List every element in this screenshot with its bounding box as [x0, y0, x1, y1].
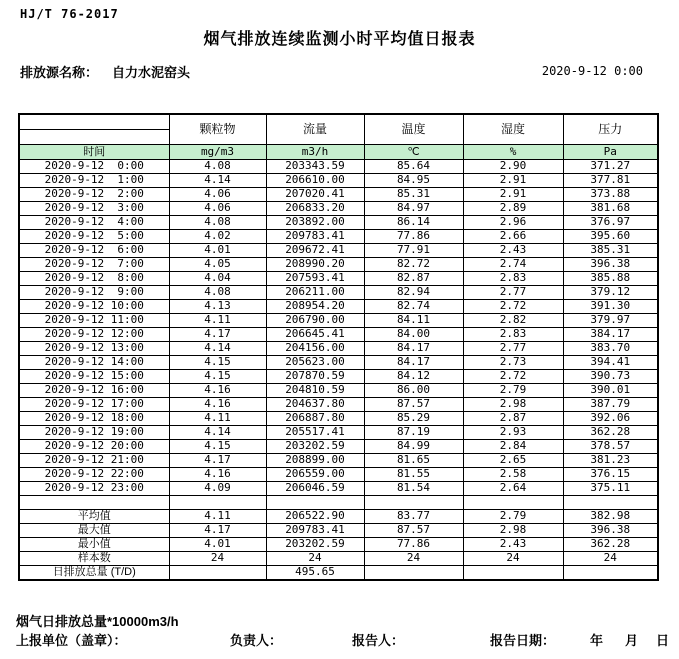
- report-unit-label: 上报单位（盖章）：: [16, 633, 127, 648]
- table-row: [19, 454, 658, 468]
- value-cell: 376.97: [563, 216, 658, 230]
- row-label-cell: 2020-9-12 20:00: [19, 440, 169, 454]
- table-row: [19, 468, 658, 482]
- column-header-pm: 颗粒物: [169, 114, 266, 145]
- column-header-flow: 流量: [266, 114, 364, 145]
- value-cell: 204156.00: [266, 342, 364, 356]
- standard-code: HJ/T 76-2017: [20, 7, 119, 21]
- table-row: [19, 342, 658, 356]
- hourly-rows: [19, 160, 658, 496]
- value-cell: 84.12: [364, 370, 463, 384]
- value-cell: 4.16: [169, 468, 266, 482]
- value-cell: 84.00: [364, 328, 463, 342]
- value-cell: 381.68: [563, 202, 658, 216]
- value-cell: 77.86: [364, 230, 463, 244]
- value-cell: 206790.00: [266, 314, 364, 328]
- value-cell: 387.79: [563, 398, 658, 412]
- row-label-cell: 2020-9-12 2:00: [19, 188, 169, 202]
- value-cell: 203202.59: [266, 440, 364, 454]
- value-cell: 379.97: [563, 314, 658, 328]
- summary-rows: [19, 510, 658, 581]
- value-cell: 2.91: [463, 188, 563, 202]
- value-cell: 86.00: [364, 384, 463, 398]
- row-label-cell: 2020-9-12 15:00: [19, 370, 169, 384]
- value-cell: 373.88: [563, 188, 658, 202]
- table-row: [19, 566, 658, 581]
- value-cell: 2.87: [463, 412, 563, 426]
- page-title: 烟气排放连续监测小时平均值日报表: [203, 31, 476, 48]
- value-cell: 208990.20: [266, 258, 364, 272]
- value-cell: 2.91: [463, 174, 563, 188]
- value-cell: 85.64: [364, 160, 463, 174]
- report-date-label: 报告日期：: [490, 633, 556, 648]
- table-row: [19, 440, 658, 454]
- value-cell: 381.23: [563, 454, 658, 468]
- value-cell: 390.73: [563, 370, 658, 384]
- table-row: [19, 328, 658, 342]
- row-label-cell: 日排放总量 (T/D): [19, 566, 169, 581]
- value-cell: 4.11: [169, 314, 266, 328]
- value-cell: 4.06: [169, 188, 266, 202]
- table-row: [19, 524, 658, 538]
- value-cell: 4.02: [169, 230, 266, 244]
- value-cell: 383.70: [563, 342, 658, 356]
- value-cell: 204810.59: [266, 384, 364, 398]
- value-cell: 206610.00: [266, 174, 364, 188]
- row-label-cell: 2020-9-12 1:00: [19, 174, 169, 188]
- row-label-cell: 2020-9-12 6:00: [19, 244, 169, 258]
- row-label-cell: 2020-9-12 17:00: [19, 398, 169, 412]
- value-cell: 2.93: [463, 426, 563, 440]
- value-cell: 4.08: [169, 216, 266, 230]
- value-cell: 4.08: [169, 286, 266, 300]
- value-cell: 208899.00: [266, 454, 364, 468]
- table-row: [19, 398, 658, 412]
- value-cell: 392.06: [563, 412, 658, 426]
- value-cell: 2.66: [463, 230, 563, 244]
- value-cell: 2.65: [463, 454, 563, 468]
- value-cell: 85.29: [364, 412, 463, 426]
- table-row: [19, 370, 658, 384]
- value-cell: 206522.90: [266, 510, 364, 524]
- row-label-cell: 2020-9-12 22:00: [19, 468, 169, 482]
- value-cell: 82.72: [364, 258, 463, 272]
- value-cell: 4.14: [169, 342, 266, 356]
- value-cell: 82.87: [364, 272, 463, 286]
- value-cell: 2.84: [463, 440, 563, 454]
- table-row: [19, 188, 658, 202]
- value-cell: 495.65: [266, 566, 364, 581]
- row-label-cell: 2020-9-12 21:00: [19, 454, 169, 468]
- row-label-cell: 2020-9-12 9:00: [19, 286, 169, 300]
- table-row: [19, 202, 658, 216]
- row-label-cell: 2020-9-12 18:00: [19, 412, 169, 426]
- value-cell: 385.31: [563, 244, 658, 258]
- value-cell: 4.15: [169, 356, 266, 370]
- value-cell: 77.91: [364, 244, 463, 258]
- signature-line: [0, 630, 679, 650]
- value-cell: 82.74: [364, 300, 463, 314]
- table-row: [19, 538, 658, 552]
- table-row: [19, 482, 658, 496]
- value-cell: 209672.41: [266, 244, 364, 258]
- value-cell: 2.43: [463, 538, 563, 552]
- row-label-cell: 2020-9-12 10:00: [19, 300, 169, 314]
- table-row: [19, 160, 658, 174]
- value-cell: 2.72: [463, 300, 563, 314]
- table-row: [19, 412, 658, 426]
- value-cell: 385.88: [563, 272, 658, 286]
- value-cell: 4.15: [169, 370, 266, 384]
- value-cell: 84.99: [364, 440, 463, 454]
- table-row: [19, 552, 658, 566]
- value-cell: 86.14: [364, 216, 463, 230]
- value-cell: 4.13: [169, 300, 266, 314]
- value-cell: 205623.00: [266, 356, 364, 370]
- year-label: 年: [590, 633, 604, 648]
- row-label-cell: 2020-9-12 4:00: [19, 216, 169, 230]
- value-cell: 2.64: [463, 482, 563, 496]
- value-cell: 4.05: [169, 258, 266, 272]
- value-cell: 4.15: [169, 440, 266, 454]
- value-cell: 379.12: [563, 286, 658, 300]
- value-cell: 87.19: [364, 426, 463, 440]
- report-datetime: 2020-9-12 0:00: [541, 64, 643, 78]
- header-row-1: [19, 114, 658, 130]
- emission-source-label: 排放源名称：: [20, 65, 99, 80]
- value-cell: 4.14: [169, 174, 266, 188]
- responsible-person-label: 负责人：: [230, 633, 283, 648]
- unit-temperature: ℃: [364, 145, 463, 160]
- table-row: [19, 510, 658, 524]
- table-row: [19, 230, 658, 244]
- value-cell: 24: [266, 552, 364, 566]
- value-cell: 209783.41: [266, 524, 364, 538]
- monitoring-table: [18, 113, 659, 581]
- value-cell: 384.17: [563, 328, 658, 342]
- value-cell: 4.17: [169, 454, 266, 468]
- unit-pressure: Pa: [563, 145, 658, 160]
- day-label: 日: [656, 633, 670, 648]
- value-cell: 377.81: [563, 174, 658, 188]
- value-cell: 4.11: [169, 510, 266, 524]
- value-cell: 203343.59: [266, 160, 364, 174]
- spacer-row: [19, 496, 658, 510]
- value-cell: 2.96: [463, 216, 563, 230]
- value-cell: 206559.00: [266, 468, 364, 482]
- value-cell: 84.95: [364, 174, 463, 188]
- value-cell: 2.79: [463, 510, 563, 524]
- value-cell: 2.89: [463, 202, 563, 216]
- row-label-cell: 2020-9-12 14:00: [19, 356, 169, 370]
- row-label-cell: 2020-9-12 12:00: [19, 328, 169, 342]
- value-cell: 206046.59: [266, 482, 364, 496]
- table-row: [19, 384, 658, 398]
- value-cell: 382.98: [563, 510, 658, 524]
- header-time-spacer-top: [19, 114, 169, 130]
- value-cell: 209783.41: [266, 230, 364, 244]
- reporter-label: 报告人：: [352, 633, 405, 648]
- value-cell: [364, 566, 463, 581]
- value-cell: 2.90: [463, 160, 563, 174]
- row-label-cell: 2020-9-12 7:00: [19, 258, 169, 272]
- value-cell: 396.38: [563, 524, 658, 538]
- table-header: [19, 114, 658, 160]
- table-row: [19, 258, 658, 272]
- value-cell: 206833.20: [266, 202, 364, 216]
- value-cell: 203892.00: [266, 216, 364, 230]
- unit-pm: mg/m3: [169, 145, 266, 160]
- value-cell: 204637.80: [266, 398, 364, 412]
- value-cell: 206211.00: [266, 286, 364, 300]
- value-cell: 391.30: [563, 300, 658, 314]
- value-cell: 4.08: [169, 160, 266, 174]
- row-label-cell: 2020-9-12 0:00: [19, 160, 169, 174]
- row-label-cell: 2020-9-12 16:00: [19, 384, 169, 398]
- value-cell: 87.57: [364, 524, 463, 538]
- value-cell: 82.94: [364, 286, 463, 300]
- table-row: [19, 300, 658, 314]
- value-cell: 2.83: [463, 328, 563, 342]
- value-cell: 85.31: [364, 188, 463, 202]
- value-cell: 371.27: [563, 160, 658, 174]
- value-cell: 4.16: [169, 384, 266, 398]
- unit-row: [19, 145, 658, 160]
- value-cell: 394.41: [563, 356, 658, 370]
- value-cell: 4.11: [169, 412, 266, 426]
- table-row: [19, 216, 658, 230]
- month-label: 月: [625, 633, 639, 648]
- value-cell: 4.16: [169, 398, 266, 412]
- value-cell: 205517.41: [266, 426, 364, 440]
- value-cell: 2.98: [463, 398, 563, 412]
- value-cell: 362.28: [563, 538, 658, 552]
- row-label-cell: 2020-9-12 11:00: [19, 314, 169, 328]
- value-cell: 376.15: [563, 468, 658, 482]
- value-cell: 2.83: [463, 272, 563, 286]
- value-cell: 24: [364, 552, 463, 566]
- value-cell: 390.01: [563, 384, 658, 398]
- value-cell: 207593.41: [266, 272, 364, 286]
- value-cell: 2.58: [463, 468, 563, 482]
- column-header-humidity: 湿度: [463, 114, 563, 145]
- value-cell: [463, 566, 563, 581]
- table-row: [19, 356, 658, 370]
- row-label-cell: 2020-9-12 5:00: [19, 230, 169, 244]
- value-cell: [563, 566, 658, 581]
- value-cell: 207020.41: [266, 188, 364, 202]
- unit-humidity: %: [463, 145, 563, 160]
- value-cell: 2.74: [463, 258, 563, 272]
- value-cell: 2.73: [463, 356, 563, 370]
- value-cell: 207870.59: [266, 370, 364, 384]
- daily-total-note: 烟气日排放总量*10000m3/h: [16, 614, 179, 629]
- value-cell: 4.06: [169, 202, 266, 216]
- value-cell: 208954.20: [266, 300, 364, 314]
- value-cell: 395.60: [563, 230, 658, 244]
- value-cell: 4.01: [169, 538, 266, 552]
- unit-flow: m3/h: [266, 145, 364, 160]
- value-cell: 396.38: [563, 258, 658, 272]
- value-cell: 4.09: [169, 482, 266, 496]
- row-label-cell: 2020-9-12 13:00: [19, 342, 169, 356]
- value-cell: 375.11: [563, 482, 658, 496]
- value-cell: 2.82: [463, 314, 563, 328]
- table-row: [19, 426, 658, 440]
- value-cell: 203202.59: [266, 538, 364, 552]
- value-cell: 378.57: [563, 440, 658, 454]
- value-cell: 2.72: [463, 370, 563, 384]
- value-cell: 4.04: [169, 272, 266, 286]
- header-time-spacer-bottom: [19, 130, 169, 145]
- value-cell: 81.54: [364, 482, 463, 496]
- value-cell: 77.86: [364, 538, 463, 552]
- table-row: [19, 314, 658, 328]
- value-cell: 81.65: [364, 454, 463, 468]
- table-row: [19, 174, 658, 188]
- value-cell: 24: [563, 552, 658, 566]
- value-cell: 84.11: [364, 314, 463, 328]
- value-cell: 206887.80: [266, 412, 364, 426]
- value-cell: 4.01: [169, 244, 266, 258]
- row-label-cell: 最大值: [19, 524, 169, 538]
- value-cell: 84.17: [364, 342, 463, 356]
- value-cell: 87.57: [364, 398, 463, 412]
- value-cell: 24: [169, 552, 266, 566]
- value-cell: 2.79: [463, 384, 563, 398]
- spacer-section: [19, 496, 658, 510]
- value-cell: 81.55: [364, 468, 463, 482]
- row-label-cell: 最小值: [19, 538, 169, 552]
- value-cell: 84.97: [364, 202, 463, 216]
- row-label-cell: 2020-9-12 23:00: [19, 482, 169, 496]
- value-cell: 362.28: [563, 426, 658, 440]
- table-row: [19, 286, 658, 300]
- row-label-cell: 2020-9-12 19:00: [19, 426, 169, 440]
- table-row: [19, 244, 658, 258]
- value-cell: 2.98: [463, 524, 563, 538]
- value-cell: 4.17: [169, 328, 266, 342]
- value-cell: 4.14: [169, 426, 266, 440]
- value-cell: 84.17: [364, 356, 463, 370]
- value-cell: 83.77: [364, 510, 463, 524]
- value-cell: 206645.41: [266, 328, 364, 342]
- time-header-cell: 时间: [19, 145, 169, 160]
- column-header-pressure: 压力: [563, 114, 658, 145]
- value-cell: 2.43: [463, 244, 563, 258]
- column-header-temperature: 温度: [364, 114, 463, 145]
- row-label-cell: 平均值: [19, 510, 169, 524]
- value-cell: 24: [463, 552, 563, 566]
- row-label-cell: 2020-9-12 8:00: [19, 272, 169, 286]
- row-label-cell: 样本数: [19, 552, 169, 566]
- emission-source-name: 自力水泥窑头: [112, 65, 191, 80]
- value-cell: 2.77: [463, 342, 563, 356]
- table-row: [19, 272, 658, 286]
- value-cell: [169, 566, 266, 581]
- value-cell: 4.17: [169, 524, 266, 538]
- value-cell: 2.77: [463, 286, 563, 300]
- row-label-cell: 2020-9-12 3:00: [19, 202, 169, 216]
